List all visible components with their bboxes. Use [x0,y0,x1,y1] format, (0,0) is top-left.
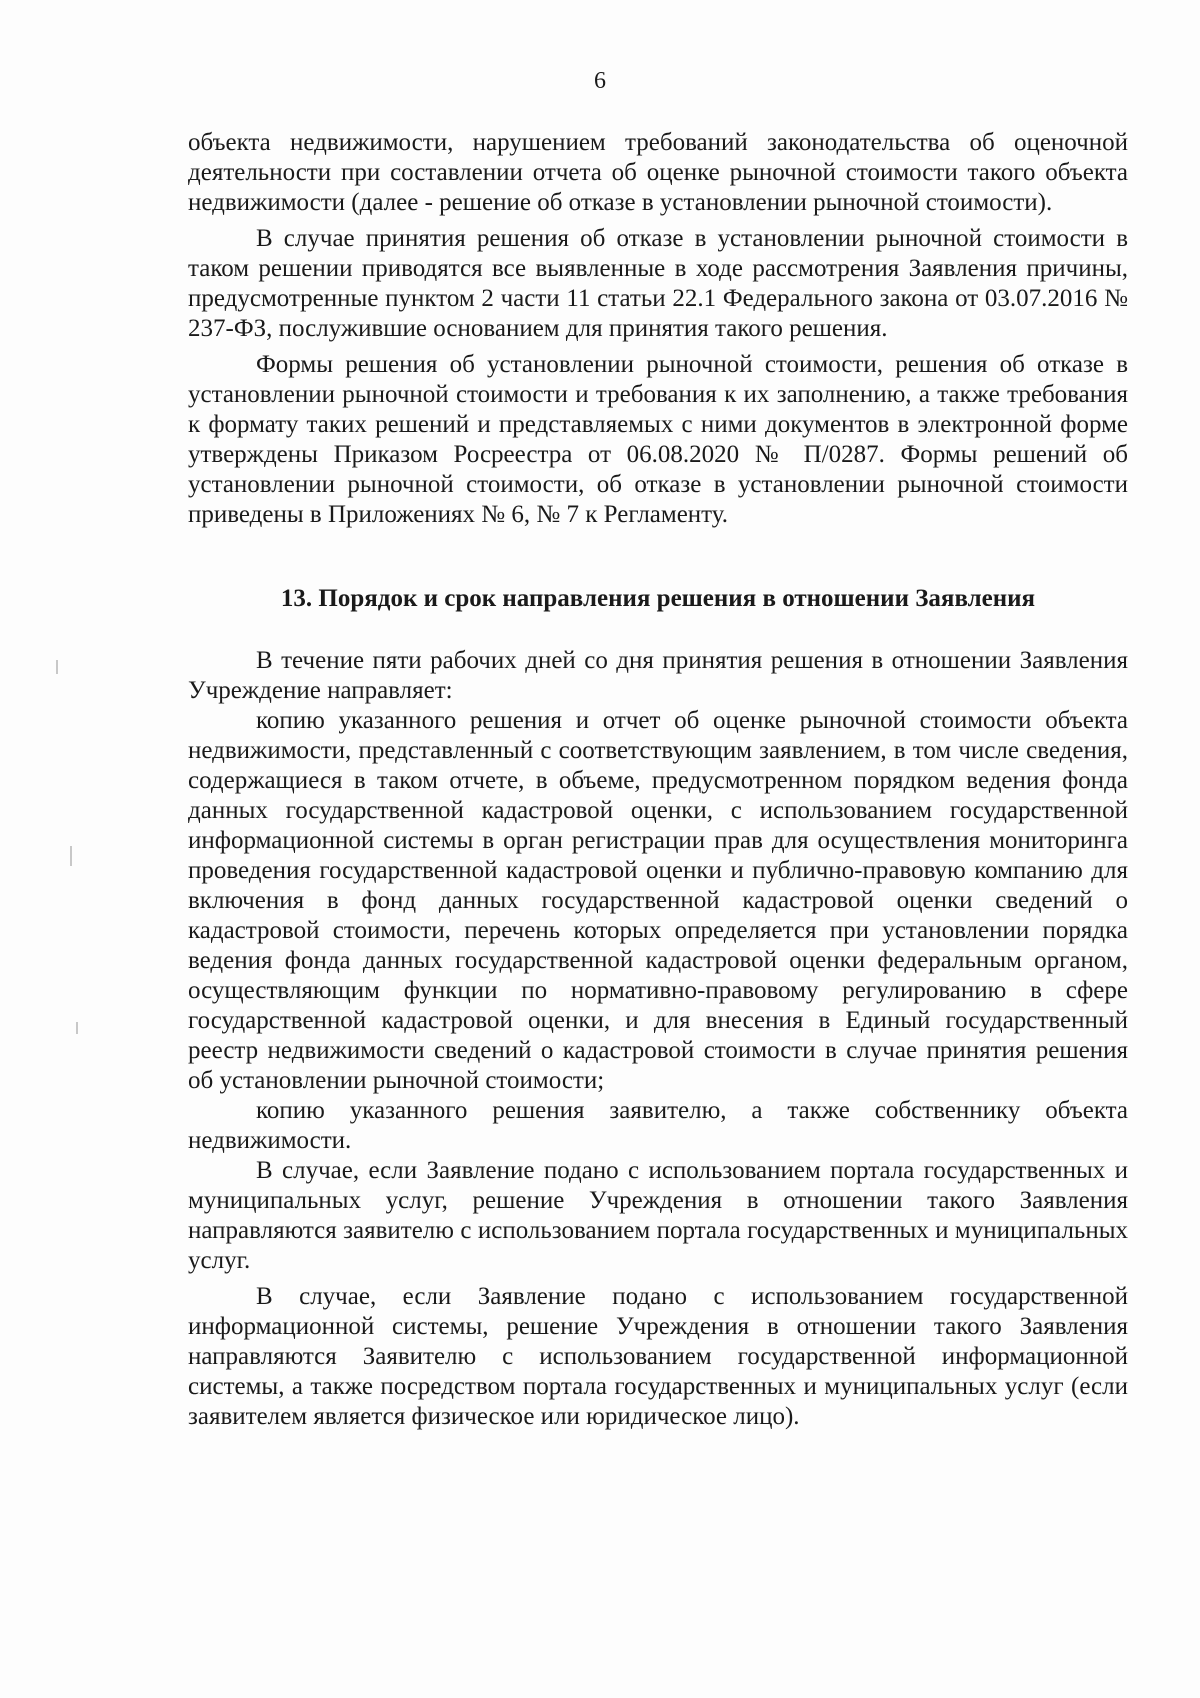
scan-margin-mark [70,846,72,866]
paragraph-intro: В течение пяти рабочих дней со дня принятия решения в отношении Заявления Учреждение направляет: [188,647,1128,704]
paragraph-refusal-reasons: В случае принятия решения об отказе в установлении рыночной стоимости в таком решении приводятся все выявленные в ходе рассмотрения Заявления причины, предусмотренные пунктом 2 части 11 статьи 22.1 Федерального закона от 03.07.2016 № 237-ФЗ, послужившие основанием для принятия такого решения. [188,225,1128,342]
body-text-top [188,128,1128,530]
paragraph-copy-to-registration: копию указанного решения и отчет об оценке рыночной стоимости объекта недвижимости, представленный с соответствующим заявлением, в том числе сведения, содержащиеся в таком отчете, в объеме, предусмотренном порядком ведения фонда данных государственной кадастровой оценки, с использованием государственной информационной системы в орган регистрации прав для осуществления мониторинга проведения государственной кадастровой оценки и публично-правовую компанию для включения в фонд данных государственной кадастровой оценки сведений о кадастровой стоимости, перечень которых определяется при установлении порядка ведения фонда данных государственной кадастровой оценки федеральным органом, осуществляющим функции по нормативно-правовому регулированию в сфере государственной кадастровой оценки, и для внесения в Единый государственный реестр недвижимости сведений о кадастровой стоимости в случае принятия решения об установлении рыночной стоимости; [188,707,1128,1094]
scan-margin-mark [76,1022,78,1034]
section-heading: 13. Порядок и срок направления решения в отношении Заявления [280,585,1036,612]
paragraph-continuation: объекта недвижимости, нарушением требований законодательства об оценочной деятельности при составлении отчета об оценке рыночной стоимости такого объекта недвижимости (далее - решение об отказе в установлении рыночной стоимости). [188,129,1128,216]
paragraph-portal-submission: В случае, если Заявление подано с использованием портала государственных и муниципальных услуг, решение Учреждения в отношении такого Заявления направляются заявителю с использованием портала государственных и муниципальных услуг. [188,1157,1128,1274]
body-text-bottom [188,646,1128,1432]
paragraph-copy-to-applicant: копию указанного решения заявителю, а также собственнику объекта недвижимости. [188,1097,1128,1154]
page-number: 6 [594,68,606,94]
paragraph-decision-forms: Формы решения об установлении рыночной стоимости, решения об отказе в установлении рыночной стоимости и требования к их заполнению, а также требования к формату таких решений и представляемых с ними документов в электронной форме утверждены Приказом Росреестра от 06.08.2020 № П/0287. Формы решений об установлении рыночной стоимости, об отказе в установлении рыночной стоимости приведены в Приложениях № 6, № 7 к Регламенту. [188,351,1128,528]
scan-margin-mark [56,660,58,674]
paragraph-gis-submission: В случае, если Заявление подано с использованием государственной информационной системы, решение Учреждения в отношении такого Заявления направляются Заявителю с использованием государственной информационной системы, а также посредством портала государственных и муниципальных услуг (если заявителем является физическое или юридическое лицо). [188,1283,1128,1430]
